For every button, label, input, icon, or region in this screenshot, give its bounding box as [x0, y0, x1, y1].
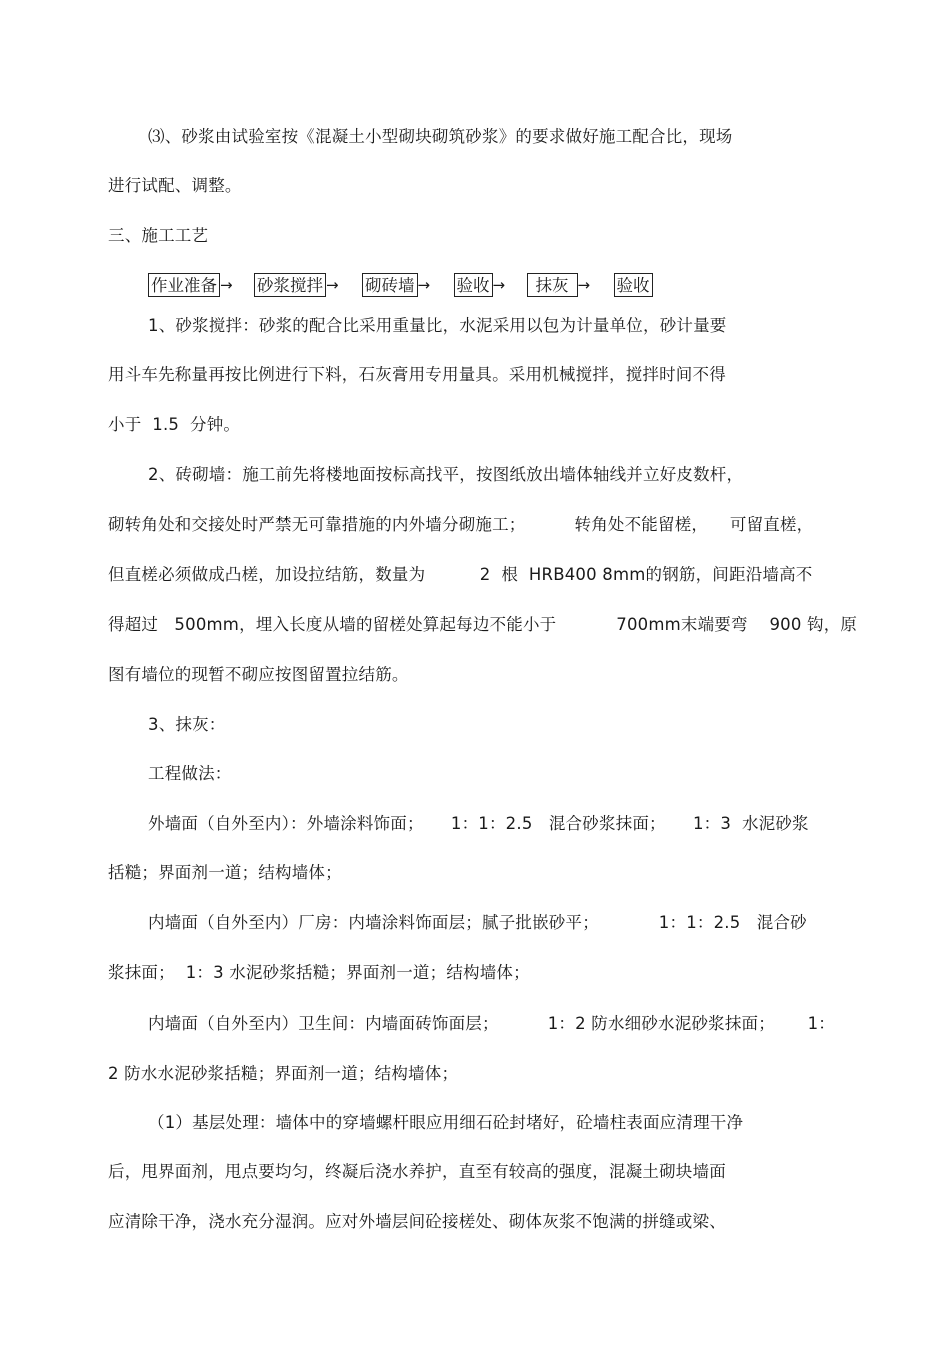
paragraph-line: （1）基层处理：墙体中的穿墙螺杆眼应用细石砼封堵好，砼墙柱表面应清理干净: [148, 1113, 744, 1132]
flow-step: 抹灰: [527, 273, 578, 297]
paragraph-line: 砌转角处和交接处时严禁无可靠措施的内外墙分砌施工； 转角处不能留槎， 可留直槎，: [108, 515, 814, 534]
flow-step: 验收: [454, 273, 493, 297]
paragraph-line: 浆抹面； 1：3 水泥砂浆括糙；界面剂一道；结构墙体；: [108, 963, 530, 982]
paragraph-line: 进行试配、调整。: [108, 176, 242, 195]
paragraph-line: 外墙面（自外至内）：外墙涂料饰面； 1：1：2.5 混合砂浆抹面； 1：3 水泥砂浆: [148, 814, 809, 833]
paragraph-line: 应清除干净，浇水充分湿润。应对外墙层间砼接槎处、砌体灰浆不饱满的拼缝或梁、: [108, 1212, 726, 1231]
paragraph-line: 内墙面（自外至内）厂房：内墙涂料饰面层；腻子批嵌砂平； 1：1：2.5 混合砂: [148, 913, 807, 932]
paragraph-line: 1、砂浆搅拌：砂浆的配合比采用重量比，水泥采用以包为计量单位，砂计量要: [148, 316, 727, 335]
paragraph-line: ⑶、砂浆由试验室按《混凝土小型砌块砌筑砂浆》的要求做好施工配合比，现场: [148, 127, 733, 146]
paragraph-line: 工程做法：: [148, 764, 232, 783]
paragraph-line: 后，甩界面剂，甩点要均匀，终凝后浇水养护，直至有较高的强度，混凝土砌块墙面: [108, 1162, 726, 1181]
arrow-icon: →: [417, 276, 431, 294]
paragraph-line: 但直槎必须做成凸槎，加设拉结筋，数量为 2 根 HRB400 8mm的钢筋，间距沿墙高不: [108, 565, 813, 584]
arrow-icon: →: [577, 276, 591, 294]
process-flow: [148, 272, 653, 298]
paragraph-line: 内墙面（自外至内）卫生间：内墙面砖饰面层； 1：2 防水细砂水泥砂浆抹面； 1：: [148, 1014, 836, 1033]
paragraph-line: 3、抹灰：: [148, 715, 226, 734]
flow-step: 砂浆搅拌: [254, 273, 326, 297]
paragraph-line: 括糙；界面剂一道；结构墙体；: [108, 863, 342, 882]
arrow-icon: →: [220, 276, 233, 294]
paragraph-line: 2 防水水泥砂浆括糙；界面剂一道；结构墙体；: [108, 1064, 459, 1083]
paragraph-line: 图有墙位的现暂不砌应按图留置拉结筋。: [108, 665, 409, 684]
arrow-icon: →: [326, 276, 339, 294]
flow-step: 验收: [614, 273, 653, 297]
arrow-icon: →: [492, 276, 506, 294]
paragraph-line: 用斗车先称量再按比例进行下料，石灰膏用专用量具。采用机械搅拌，搅拌时间不得: [108, 365, 726, 384]
paragraph-line: 2、砖砌墙：施工前先将楼地面按标高找平，按图纸放出墙体轴线并立好皮数杆，: [148, 465, 744, 484]
flow-step: 砌砖墙: [362, 273, 418, 297]
flow-step: 作业准备: [148, 273, 220, 297]
paragraph-line: 得超过 500mm，埋入长度从墙的留槎处算起每边不能小于 700mm末端要弯 900 钩，原: [108, 615, 858, 634]
paragraph-line: 小于 1.5 分钟。: [108, 415, 241, 434]
section-heading: 三、施工工艺: [108, 226, 209, 245]
